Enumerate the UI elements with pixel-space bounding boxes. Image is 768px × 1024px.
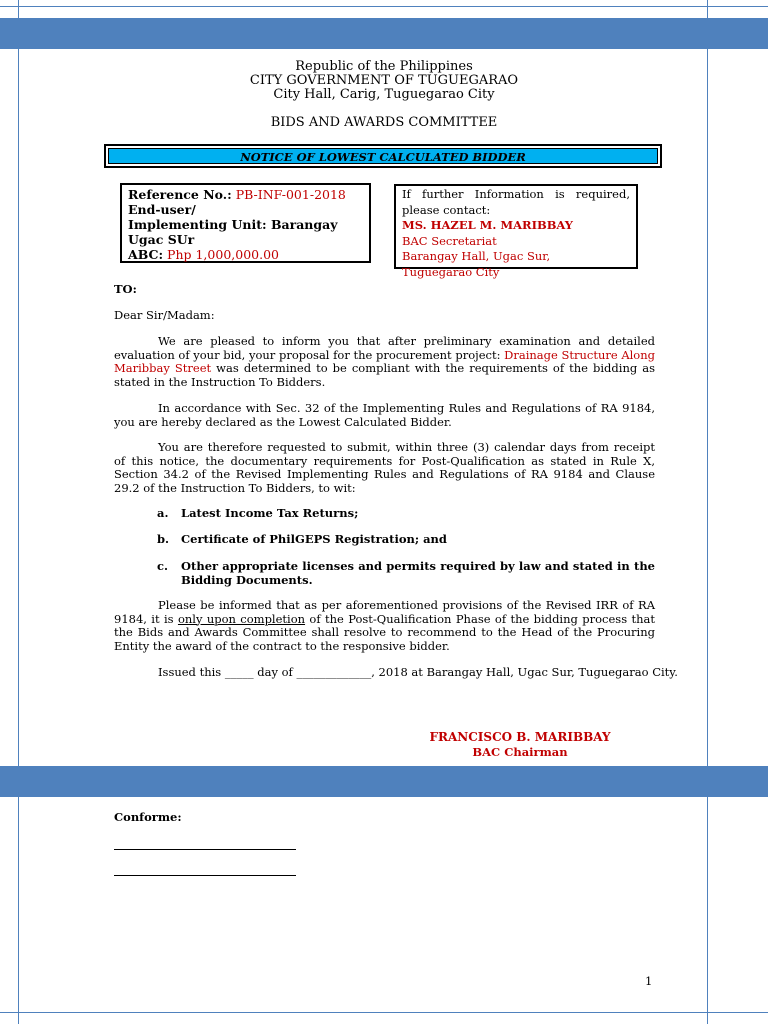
requirement-item: [157, 507, 655, 521]
contact-address-2: Tuguegarao City: [402, 264, 500, 279]
paragraph-3-text: You are therefore requested to submit, within three (3) calendar days from receipt of this notice, the documentary requirements for Post-Qualification as stated in Rule X, Section 34.2 of the Revised Implementing Rules and Regulations of RA 9184 and Clause 29.2 of the Instruction To Bidders, to wit:: [114, 440, 655, 495]
contact-address-1: Barangay Hall, Ugac Sur,: [402, 249, 551, 263]
paragraph-2: [114, 402, 655, 429]
reference-label: Reference No.:: [128, 187, 232, 202]
conforme-date-line: [114, 875, 296, 876]
republic-line: Republic of the Philippines: [295, 59, 473, 74]
requirement-label: a.: [157, 506, 169, 520]
contact-line-2: please contact:: [402, 202, 491, 217]
contact-office: BAC Secretariat: [402, 233, 497, 248]
paragraph-2-text: In accordance with Sec. 32 of the Implementing Rules and Regulations of RA 9184, you are hereby declared as the Lowest Calculated Bidder.: [114, 401, 655, 429]
abc-value: Php 1,000,000.00: [167, 247, 279, 262]
to-label: TO:: [114, 282, 137, 296]
page-number: 1: [645, 974, 653, 988]
notice-title-box: [104, 144, 662, 168]
requirement-text: Latest Income Tax Returns;: [181, 506, 359, 520]
paragraph-4: [114, 599, 655, 653]
requirement-item: [157, 533, 655, 547]
paragraph-4-underlined: only upon completion: [177, 611, 306, 626]
abc-label: ABC:: [128, 247, 164, 262]
paragraph-1-before: We are pleased to inform you that after preliminary examination and detailed evaluation of your bid, your proposal for the procurement project:: [114, 334, 655, 362]
signatory-name: FRANCISCO B. MARIBBAY: [429, 730, 611, 744]
reference-box: [120, 183, 371, 263]
bottom-border-line: [0, 1012, 768, 1013]
project-name: Drainage Structure Along Maribbay Street: [114, 347, 656, 375]
paragraph-1: [114, 335, 655, 389]
conforme-signature-line: [114, 849, 296, 850]
middle-banner: [0, 766, 768, 797]
conforme-label: Conforme:: [114, 810, 182, 824]
city-government-line: CITY GOVERNMENT OF TUGUEGARAO: [249, 73, 519, 88]
committee-name: BIDS AND AWARDS COMMITTEE: [270, 115, 498, 130]
paragraph-4-before: Please be informed that as per aforementioned provisions of the Revised IRR of RA 9184, it is: [114, 598, 655, 626]
paragraph-4-after: of the Post-Qualification Phase of the bidding process that the Bids and Awards Committee shall resolve to recommend to the Head of the Procuring Entity the award of the contract to the responsive bidder.: [114, 611, 655, 653]
requirement-text: Certificate of PhilGEPS Registration; and: [181, 532, 447, 546]
end-user-label: End-user/: [128, 202, 196, 217]
paragraph-1-after: was determined to be compliant with the requirements of the bidding as stated in the Instruction To Bidders.: [114, 361, 655, 389]
top-border-line: [0, 6, 768, 7]
issued-line: Issued this _____ day of _____________, 2018 at Barangay Hall, Ugac Sur, Tuguegarao City.: [158, 665, 678, 679]
contact-line-1: If further Information is required,: [402, 187, 630, 201]
contact-name: MS. HAZEL M. MARIBBAY: [402, 218, 573, 232]
contact-box: [394, 184, 638, 279]
implementing-unit-cont: Ugac SUr: [128, 232, 195, 247]
paragraph-3: [114, 441, 655, 495]
requirement-text: Other appropriate licenses and permits required by law and stated in the Bidding Documents.: [181, 559, 655, 587]
reference-value: PB-INF-001-2018: [235, 187, 346, 202]
city-hall-address: City Hall, Carig, Tuguegarao City: [273, 87, 495, 102]
signatory-title: BAC Chairman: [472, 745, 568, 759]
notice-title: NOTICE OF LOWEST CALCULATED BIDDER: [108, 148, 658, 164]
requirement-label: c.: [157, 559, 169, 573]
right-border-line: [707, 0, 708, 1024]
left-border-line: [18, 0, 19, 1024]
top-banner: [0, 18, 768, 49]
salutation: Dear Sir/Madam:: [114, 308, 215, 322]
implementing-unit-label: Implementing Unit: Barangay: [128, 217, 338, 232]
requirement-item: [157, 560, 655, 588]
requirement-label: b.: [157, 532, 170, 546]
